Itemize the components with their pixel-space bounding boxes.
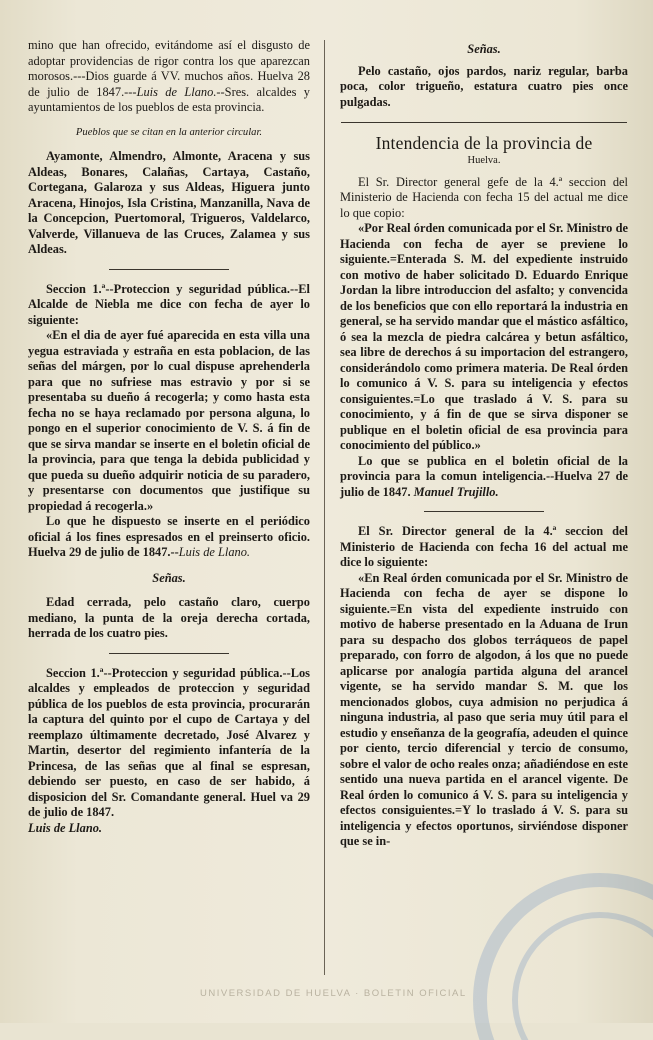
section2-text: Seccion 1.ª--Proteccion y seguridad pública.--Los alcaldes y empleados de proteccion y seguridad pública de los pueblos de esta provincia, procurarán la captura del quinto por el cupo de Cartaya y del reemplazo últimamente decretado, José Alvarez y Martin, desertor del regimiento infantería de la Princesa, de las señas que al final se espresan, debiendo ser puesto, en caso de ser habido, á disposicion del Sr. Comandante general. Huel va 29 de julio de 1847. [28, 665, 310, 819]
section-rule-2 [109, 653, 229, 654]
doc1-close [340, 454, 628, 501]
circular-ending [28, 38, 310, 116]
left-column [28, 38, 310, 836]
senas2-text: Pelo castaño, ojos pardos, nariz regular, barba poca, color trigueño, estatura cuatro pies once pulgadas. [340, 63, 628, 109]
circular-signature: Luis de Llano. [136, 84, 217, 99]
doc2-quote: «En Real órden comunicada por el Sr. Ministro de Hacienda con fecha de ayer se dispone lo siguiente.=En vista del expediente instruido con motivo de haberse presentado en la Aduana de Irun para su despacho dos globos terráqueos de papel preparado, con forro de algodon, á los que no puede aplicarse por analogía partida alguna del arancel vigente, se ha servido mandar S. M. que los mencionados globos, cuya admision no perjudica á ninguna industria, al paso que seria muy útil para el estudio y enseñanza de la geografía, adeuden el quince por ciento, tercio diferencial y tercio de consumo, sobre el valor de ocho reales onza; añadiéndose en este sentido una nueva partida en el arancel vigente. De Real órden lo comunico á V. S. para su inteligencia y efectos consiguientes.=Y lo traslado á V. S. para su inteligencia y efectos oportunos, sirviéndose disponer que se in- [340, 570, 628, 848]
doc1-close-text: Lo que se publica en el boletin oficial de la provincia para la comun inteligencia.--Huelva 27 de julio de 1847. [340, 453, 628, 499]
senas1-title: Señas. [152, 570, 186, 585]
library-stamp-watermark [300, 840, 653, 1040]
senas1-text: Edad cerrada, pelo castaño claro, cuerpo mediano, la punta de la oreja derecha cortada, herrada de los cuatro pies. [28, 595, 310, 640]
section1-close [28, 514, 310, 561]
footer-watermark-text: UNIVERSIDAD DE HUELVA · BOLETIN OFICIAL [200, 988, 467, 999]
doc1-intro: El Sr. Director general gefe de la 4.ª seccion del Ministerio de Hacienda con fecha 15 del actual me dice lo que copio: [340, 174, 628, 220]
towns-list: Ayamonte, Almendro, Almonte, Aracena y sus Aldeas, Bonares, Calañas, Cartaya, Castaño, Cortegana, Galaroza y sus Aldeas, Higuera junto Aracena, Hinojos, Isla Cristina, Manzanilla, Nava de la Concepcion, Puertomoral, Trigueros, Valdelarco, Valverde, Villanueva de las Cruces, Zalamea y sus Aldeas. [28, 149, 310, 256]
senas2-title: Señas. [467, 42, 501, 56]
section1-quote: «En el dia de ayer fué aparecida en esta villa una yegua estraviada y estraña en esta poblacion, de las señas del márgen, por lo cual dispuse aprehenderla para que no sufriese mas estravio y por si se presentaba su dueño á recogerla; y como hasta esta fecha no se haya reclamado por persona alguna, lo pongo en el superior conocimiento de V. S. á fin de que se sirva mandar se inserte en el boletin oficial de la provincia, para que tenga la debida publicidad y que pueda su dueño adquirir noticia de su paradero, y presentarse con documentos que justifique su propiedad á recogerla.» [28, 328, 310, 513]
right-column [340, 42, 628, 850]
doc1-signature: Manuel Trujillo. [413, 484, 499, 499]
circular-addressees: --Sres. alcaldes y ayuntamientos de los pueblos de esta provincia. [28, 84, 310, 114]
doc2-intro: El Sr. Director general de la 4.ª seccion del Ministerio de Hacienda con fecha 16 del actual me dice lo siguiente: [340, 524, 628, 569]
section-rule [109, 269, 229, 270]
doc1-quote: «Por Real órden comunicada por el Sr. Ministro de Hacienda con fecha de ayer se previene lo siguiente.=Enterada S. M. del expediente instruido con motivo de haber solicitado D. Eduardo Enrique Jordan la libre introduccion del asfalto; y convencida de los beneficios que con ello reportará la industria en general, se ha servido mandar que el mástico asfáltico, ó sea la mezcla de piedra calcárea y betun asfáltico, sea libre de derechos á su importacion del estrangero, considerándolo como primera materia. De Real órden lo comunico á V. S. para su inteligencia y efectos consiguientes.=Lo que traslado á V. S. para su conocimiento, y á fin de que se sirva disponer se publique en el boletin oficial de esa provincia para conocimiento del público.» [340, 221, 628, 452]
intendencia-rule [341, 122, 627, 123]
section1-signature: Luis de Llano. [178, 545, 251, 559]
circular-text: mino que han ofrecido, evitándome así el disgusto de adoptar providencias de rigor contra los que aparezcan morosos.---Dios guarde á VV. muchos años. Huelva 28 de julio de 1847.--- [28, 38, 310, 99]
section2-signature: Luis de Llano. [28, 820, 103, 835]
column-divider [324, 40, 325, 975]
intendencia-title: Intendencia de la provincia de [375, 133, 593, 153]
towns-heading: Pueblos que se citan en la anterior circular. [75, 126, 263, 138]
section1-close-text: Lo que he dispuesto se inserte en el periódico oficial á los fines espresados en el preinserto oficio. Huelva 29 de julio de 1847.-- [28, 514, 310, 559]
doc-rule [424, 511, 544, 512]
section1-intro: Seccion 1.ª--Proteccion y seguridad pública.--El Alcalde de Niebla me dice con fecha de ayer lo siguiente: [28, 281, 310, 327]
intendencia-subtitle: Huelva. [467, 155, 501, 166]
